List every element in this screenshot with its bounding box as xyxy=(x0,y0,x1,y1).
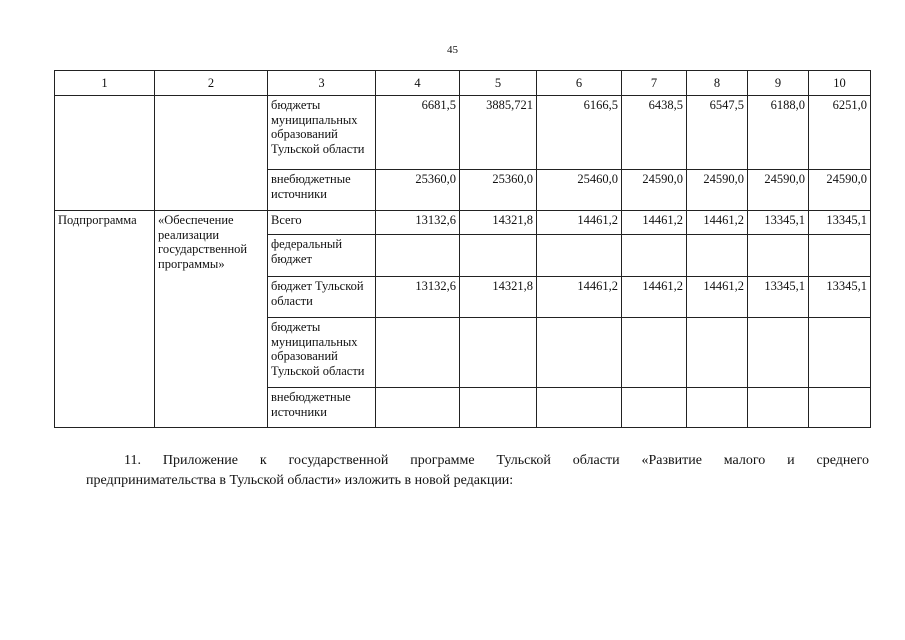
amendment-paragraph xyxy=(86,451,869,491)
value-cell xyxy=(376,235,460,277)
value-cell xyxy=(622,318,687,388)
value-cell: 13345,1 xyxy=(809,211,871,235)
paragraph-line: 11. Приложение к государственной программе Тульской области «Развитие малого и среднего xyxy=(124,453,869,468)
funding-source-cell: Всего xyxy=(268,211,376,235)
value-cell xyxy=(748,388,809,428)
value-cell: 6438,5 xyxy=(622,96,687,170)
value-cell xyxy=(460,318,537,388)
value-cell: 6251,0 xyxy=(809,96,871,170)
value-cell xyxy=(537,318,622,388)
funding-source-cell: бюджет Тульской области xyxy=(268,277,376,318)
value-cell xyxy=(376,318,460,388)
funding-source-cell: внебюджетные источники xyxy=(268,388,376,428)
value-cell xyxy=(687,318,748,388)
value-cell xyxy=(809,318,871,388)
value-cell: 14321,8 xyxy=(460,211,537,235)
table-row xyxy=(55,211,871,235)
value-cell: 25460,0 xyxy=(537,170,622,211)
value-cell xyxy=(809,388,871,428)
column-header: 2 xyxy=(155,71,268,96)
value-cell: 14461,2 xyxy=(537,277,622,318)
value-cell xyxy=(622,388,687,428)
value-cell xyxy=(460,388,537,428)
value-cell: 14461,2 xyxy=(537,211,622,235)
subprogram-label-cell: Подпрограмма xyxy=(55,211,155,428)
value-cell: 24590,0 xyxy=(687,170,748,211)
value-cell: 14461,2 xyxy=(622,211,687,235)
value-cell xyxy=(537,235,622,277)
budget-table xyxy=(54,70,871,428)
table-row xyxy=(55,96,871,170)
value-cell: 13132,6 xyxy=(376,211,460,235)
value-cell: 13132,6 xyxy=(376,277,460,318)
value-cell xyxy=(622,235,687,277)
value-cell xyxy=(460,235,537,277)
column-header: 7 xyxy=(622,71,687,96)
subprogram-name-cell: «Обеспечение реализации государственной программы» xyxy=(155,211,268,428)
column-header: 6 xyxy=(537,71,622,96)
funding-source-cell: внебюджетные источники xyxy=(268,170,376,211)
value-cell xyxy=(537,388,622,428)
value-cell xyxy=(376,388,460,428)
value-cell: 13345,1 xyxy=(748,211,809,235)
value-cell xyxy=(748,318,809,388)
value-cell: 14321,8 xyxy=(460,277,537,318)
value-cell: 25360,0 xyxy=(460,170,537,211)
table-header-row xyxy=(55,71,871,96)
funding-source-cell: бюджеты муниципальных образований Тульской области xyxy=(268,318,376,388)
value-cell: 6188,0 xyxy=(748,96,809,170)
column-header: 10 xyxy=(809,71,871,96)
funding-source-cell: федеральный бюджет xyxy=(268,235,376,277)
column-header: 1 xyxy=(55,71,155,96)
value-cell: 14461,2 xyxy=(622,277,687,318)
value-cell: 13345,1 xyxy=(809,277,871,318)
value-cell: 6166,5 xyxy=(537,96,622,170)
value-cell: 24590,0 xyxy=(748,170,809,211)
value-cell xyxy=(687,235,748,277)
value-cell: 14461,2 xyxy=(687,277,748,318)
page-number: 45 xyxy=(447,44,458,56)
funding-source-cell: бюджеты муниципальных образований Тульской области xyxy=(268,96,376,170)
column-header: 4 xyxy=(376,71,460,96)
value-cell: 13345,1 xyxy=(748,277,809,318)
value-cell: 14461,2 xyxy=(687,211,748,235)
value-cell: 3885,721 xyxy=(460,96,537,170)
empty-cell xyxy=(155,96,268,211)
empty-cell xyxy=(55,96,155,211)
value-cell xyxy=(809,235,871,277)
value-cell: 6681,5 xyxy=(376,96,460,170)
value-cell: 25360,0 xyxy=(376,170,460,211)
column-header: 5 xyxy=(460,71,537,96)
value-cell: 24590,0 xyxy=(809,170,871,211)
value-cell: 6547,5 xyxy=(687,96,748,170)
value-cell: 24590,0 xyxy=(622,170,687,211)
column-header: 8 xyxy=(687,71,748,96)
value-cell xyxy=(687,388,748,428)
paragraph-line: предпринимательства в Тульской области» изложить в новой редакции: xyxy=(86,473,514,488)
column-header: 3 xyxy=(268,71,376,96)
column-header: 9 xyxy=(748,71,809,96)
value-cell xyxy=(748,235,809,277)
